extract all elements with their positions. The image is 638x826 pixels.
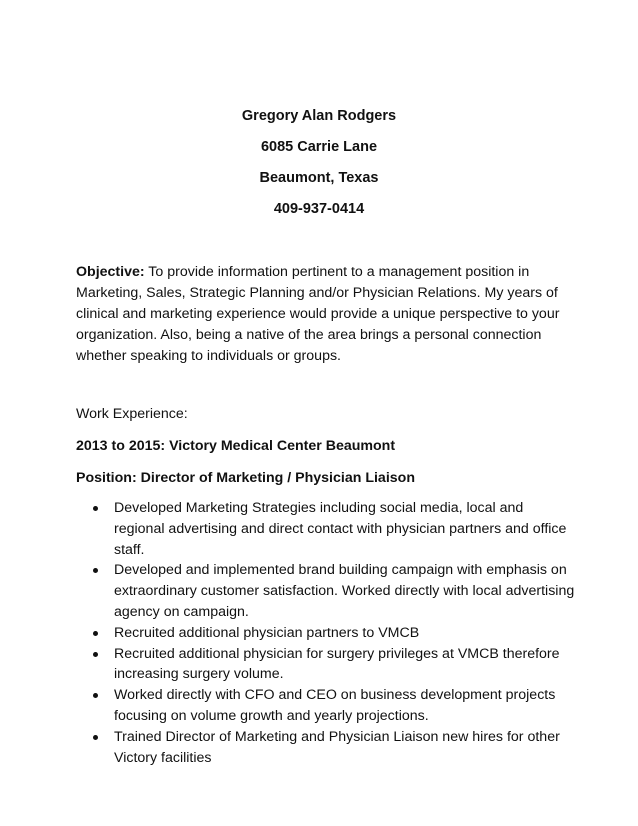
- objective-label: Objective:: [76, 264, 145, 280]
- duty-text: Recruited additional physician for surgery privileges at VMCB therefore increasing surgery volume.: [114, 645, 560, 683]
- work-experience-heading: Work Experience:: [76, 406, 188, 422]
- bullet-icon: [93, 506, 98, 511]
- applicant-name: Gregory Alan Rodgers: [241, 108, 397, 124]
- duty-text: Trained Director of Marketing and Physician Liaison new hires for other Victory facilities: [114, 728, 560, 766]
- bullet-icon: [93, 568, 98, 573]
- list-item: [76, 560, 576, 622]
- street-address: 6085 Carrie Lane: [260, 139, 378, 155]
- objective-section: [76, 262, 566, 367]
- objective-text: To provide information pertinent to a management position in Marketing, Sales, Strategic Planning and/or Physician Relations. My years of clinical and marketing experience would provide a unique perspective to your organization. Also, being a native of the area brings a personal connection whether speaking to individuals or groups.: [76, 264, 560, 364]
- list-item: [76, 685, 576, 727]
- job-dates-employer: 2013 to 2015: Victory Medical Center Beaumont: [76, 438, 396, 454]
- bullet-icon: [93, 735, 98, 740]
- duty-text: Developed Marketing Strategies including social media, local and regional advertising and direct contact with physician partners and office staff.: [114, 500, 567, 558]
- bullet-icon: [93, 631, 98, 636]
- contact-header: [0, 106, 638, 230]
- job-position-title: Position: Director of Marketing / Physician Liaison: [76, 470, 415, 486]
- phone-number: 409-937-0414: [273, 201, 365, 217]
- list-item: [76, 727, 576, 769]
- list-item: [76, 623, 576, 644]
- city-state: Beaumont, Texas: [259, 170, 379, 186]
- list-item: [76, 644, 576, 686]
- duty-text: Worked directly with CFO and CEO on business development projects focusing on volume growth and yearly projections.: [114, 687, 556, 724]
- job-duties-list: [76, 498, 576, 768]
- list-item: [76, 498, 576, 560]
- bullet-icon: [93, 693, 98, 698]
- duty-text: Developed and implemented brand building campaign with emphasis on extraordinary customer satisfaction. Worked directly with local advertising agency on campaign.: [114, 562, 575, 620]
- bullet-icon: [93, 652, 98, 657]
- duty-text: Recruited additional physician partners to VMCB: [114, 624, 420, 641]
